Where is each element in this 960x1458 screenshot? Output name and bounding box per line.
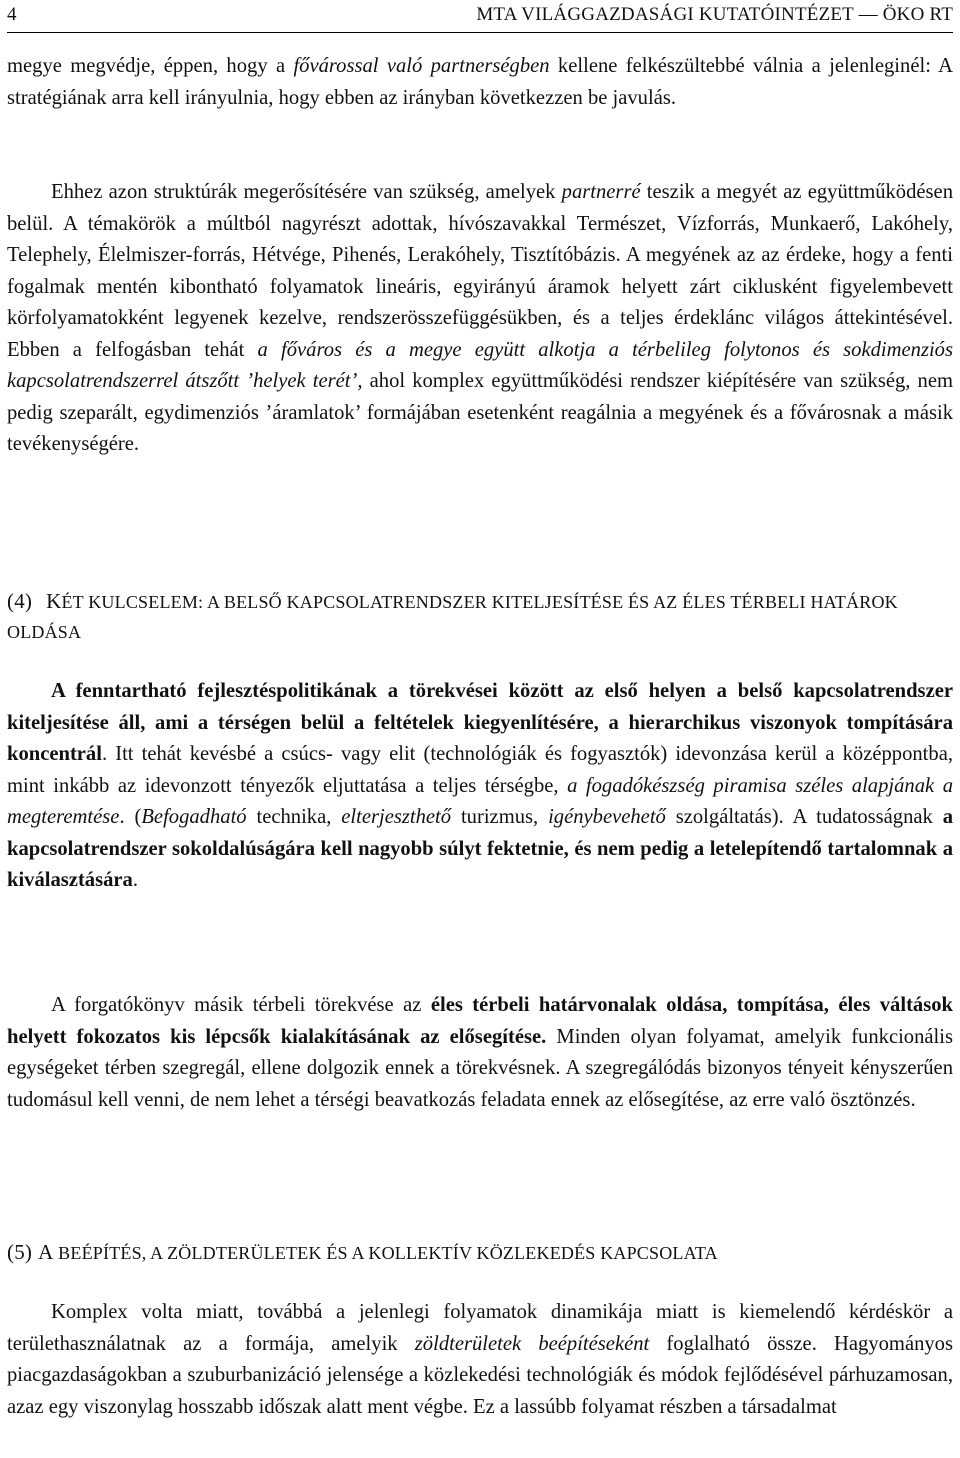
heading-text: A BELSŐ KAPCSOLATRENDSZER KITELJESÍTÉSE ÉS AZ ÉLES TÉRBELI HATÁROK OLDÁSA	[7, 592, 898, 642]
paragraph-2	[7, 177, 953, 461]
text: teszik a megyét az együttműködésen belül. A témakörök a múltból nagyrészt adottak, hívószavakkal Természet, Vízforrás, Munkaerő, Lakóhely, Telephely, Élelmiszer-forrás, Hétvége, Pihenés, Lerakóhely, Tisztítóbázis. A megyének az az érdeke, hogy a fenti fogalmak mentén kibontható folyamatok lineáris, egyirányú áramok helyett zárt ciklusként figyelembevett körfolyamatokként legyenek kezelve, rendszerösszefüggésükben, és a teljes érdeklánc világos áttekintésével. Ebben a felfogásban tehát	[7, 181, 953, 361]
heading-initial: K	[46, 589, 62, 613]
text: . Itt tehát kevésbé a csúcs- vagy elit (technológiák és fogyasztók) idevonzása kerül a középpontba, mint inkább az idevonzott tényezők eljuttatása a teljes térségbe,	[7, 743, 953, 797]
italic-text: a főváros és a megye együtt alkotja a térbelileg folytonos és sokdimenziós kapcsolatrendszerrel átszőtt ’helyek terét’,	[7, 338, 953, 392]
section-number: (4)	[7, 589, 33, 613]
italic-text: zöldterületek beépítéseként	[414, 1332, 650, 1355]
italic-text: igénybevehető	[548, 806, 666, 828]
text: foglalható össze. Hagyományos piacgazdaságokban a szuburbanizáció jelensége a közlekedési technológiák és módok fejlődésével párhuzamosan, azaz egy viszonylag hosszabb időszak alatt ment végbe. Ez a lassúbb folyamat részben a társadalmat	[7, 1332, 953, 1418]
section-heading-5	[7, 1237, 953, 1268]
text: . (	[119, 806, 142, 828]
text: Komplex volta miatt, továbbá a jelenlegi folyamatok dinamikája miatt is kiemelendő kérdéskör a területhasználatnak az a formája, amelyik	[7, 1301, 953, 1355]
bold-text: éles térbeli határvonalak oldása, tompítása, éles váltások helyett fokozatos kis lépcsők kialakításának az elősegítése.	[7, 994, 953, 1048]
paragraph-4	[7, 990, 953, 1116]
italic-text: a fogadókészség piramisa széles alapjának a megteremtése	[7, 774, 953, 828]
paragraph-3	[7, 676, 953, 897]
italic-text: elterjeszthető	[341, 806, 452, 828]
text: kellene felkészültebbé válnia a jelenleginél: A stratégiának arra kell irányulnia, hogy ebben az irányban következzen be javulás.	[7, 55, 953, 109]
text: A forgatókönyv másik térbeli törekvése az	[51, 994, 431, 1016]
text: ahol komplex együttműködési rendszer kiépítésére van szükség, nem pedig szeparált, egydimenziós ’áramlatok’ formájában esetenként reagálnia a megyének és a fővárosnak a másik tevékenységére.	[7, 370, 954, 455]
text: technika,	[246, 806, 342, 828]
text: turizmus,	[451, 806, 549, 828]
text: Minden olyan folyamat, amelyik funkcionális egységeket térben szegregál, ellene dolgozik ennek a törekvésnek. A szegregálódás bizonyos tényeit kényszerűen tudomásul kell venni, de nem lehet a térségi beavatkozás feladata ennek az elősegítése, az erre való ösztönzés.	[7, 1025, 954, 1111]
italic-text: fővárossal való partnerségben	[293, 55, 550, 77]
paragraph-1	[7, 51, 953, 114]
italic-text: partnerré	[561, 181, 641, 203]
italic-text: Befogadható	[141, 806, 247, 828]
text: megye megvédje, éppen, hogy a	[7, 55, 294, 77]
text: szolgáltatás). A tudatosságnak	[665, 806, 943, 828]
heading-initial: A	[38, 1240, 54, 1264]
heading-text: ÉT KULCSELEM	[61, 592, 199, 612]
page-header	[7, 4, 953, 33]
paragraph-5	[7, 1297, 953, 1423]
section-number: (5)	[7, 1240, 33, 1264]
running-title: MTA VILÁGGAZDASÁGI KUTATÓINTÉZET — ÖKO RT	[476, 4, 953, 25]
section-heading-4	[7, 586, 953, 647]
text: .	[132, 869, 139, 891]
bold-text: a kapcsolatrendszer sokoldalúságára kell nagyobb súlyt fektetnie, és nem pedig a letelepítendő tartalomnak a kiválasztására	[7, 806, 954, 891]
heading-colon: :	[198, 592, 207, 612]
text: Ehhez azon struktúrák megerősítésére van szükség, amelyek	[51, 181, 562, 203]
heading-text: BEÉPÍTÉS, A ZÖLDTERÜLETEK ÉS A KOLLEKTÍV KÖZLEKEDÉS KAPCSOLATA	[58, 1243, 718, 1263]
page-number: 4	[7, 4, 17, 25]
bold-text: A fenntartható fejlesztéspolitikának a törekvései között az első helyen a belső kapcsolatrendszer kiteljesítése áll, ami a térségen belül a feltételek kiegyenlítésére, a hierarchikus viszonyok tompítására koncentrál	[7, 680, 953, 765]
